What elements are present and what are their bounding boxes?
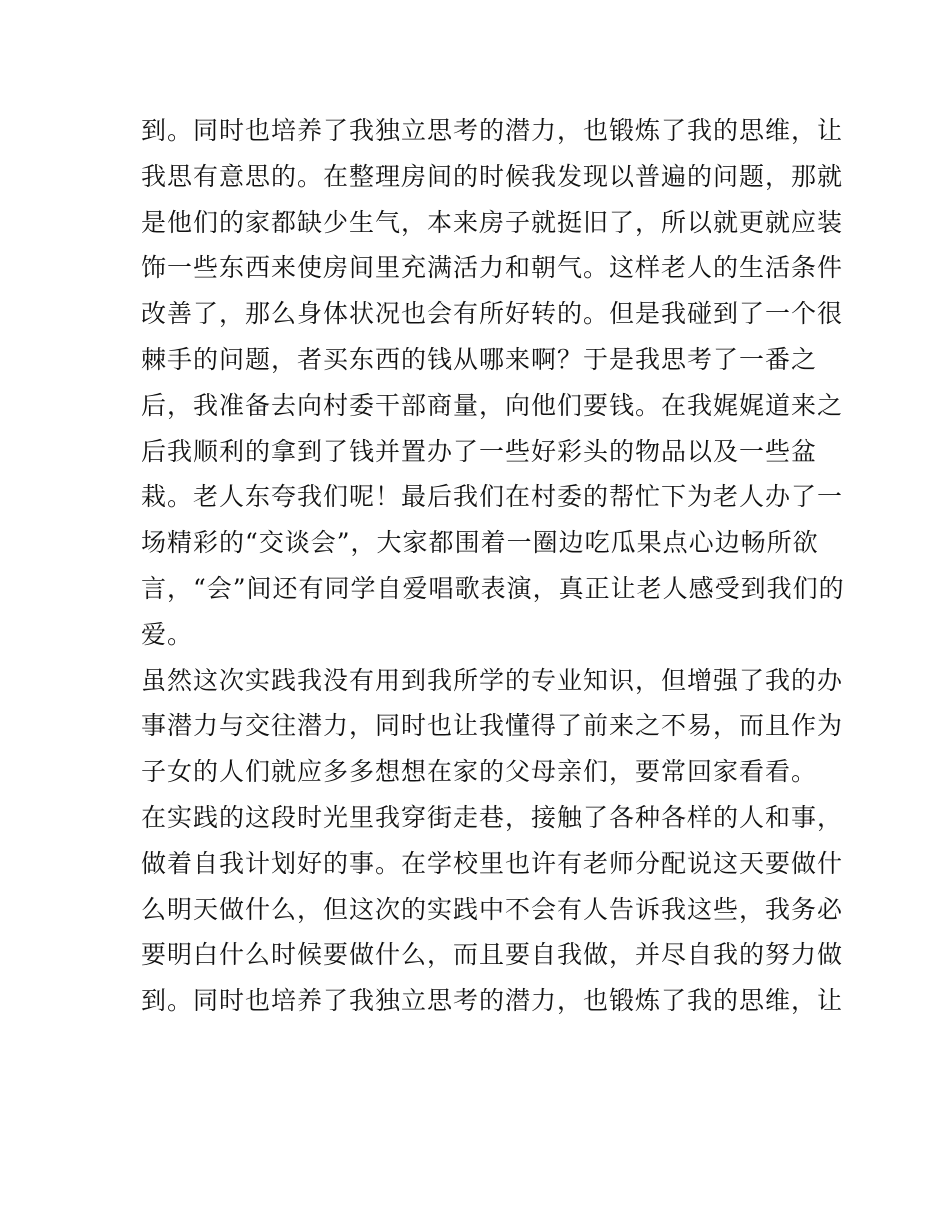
text-line: 在实践的这段时光里我穿街走巷，接触了各种各样的人和事， bbox=[141, 802, 844, 832]
text-line: 栽。老人东夸我们呢！最后我们在村委的帮忙下为老人办了一 bbox=[141, 482, 844, 512]
text-line: 言，“会”间还有同学自爱唱歌表演，真正让老人感受到我们的 bbox=[141, 573, 845, 603]
text-line: 虽然这次实践我没有用到我所学的专业知识，但增强了我的办 bbox=[141, 665, 844, 695]
text-line: 后我顺利的拿到了钱并置办了一些好彩头的物品以及一些盆 bbox=[141, 436, 818, 466]
text-line: 棘手的问题，者买东西的钱从哪来啊？于是我思考了一番之 bbox=[141, 344, 818, 374]
text-line: 子女的人们就应多多想想在家的父母亲们，要常回家看看。 bbox=[141, 757, 818, 787]
text-line: 爱。 bbox=[141, 619, 194, 649]
text-line: 么明天做什么，但这次的实践中不会有人告诉我这些，我务必 bbox=[141, 894, 844, 924]
text-line: 到。同时也培养了我独立思考的潜力，也锻炼了我的思维，让 bbox=[141, 986, 844, 1016]
body-text bbox=[141, 108, 845, 1024]
text-line: 要明白什么时候要做什么，而且要自我做，并尽自我的努力做 bbox=[141, 940, 844, 970]
text-line: 我思有意思的。在整理房间的时候我发现以普遍的问题，那就 bbox=[141, 161, 844, 191]
text-line: 改善了，那么身体状况也会有所好转的。但是我碰到了一个很 bbox=[141, 299, 844, 329]
text-line: 事潜力与交往潜力，同时也让我懂得了前来之不易，而且作为 bbox=[141, 711, 844, 741]
text-line: 到。同时也培养了我独立思考的潜力，也锻炼了我的思维，让 bbox=[141, 116, 844, 145]
text-line: 后，我准备去向村委干部商量，向他们要钱。在我娓娓道来之 bbox=[141, 390, 844, 420]
text-line: 是他们的家都缺少生气，本来房子就挺旧了，所以就更就应装 bbox=[141, 207, 844, 237]
text-line: 饰一些东西来使房间里充满活力和朝气。这样老人的生活条件 bbox=[141, 253, 844, 283]
text-line: 场精彩的“交谈会”，大家都围着一圈边吃瓜果点心边畅所欲 bbox=[141, 528, 819, 558]
text-line: 做着自我计划好的事。在学校里也许有老师分配说这天要做什 bbox=[141, 848, 844, 878]
